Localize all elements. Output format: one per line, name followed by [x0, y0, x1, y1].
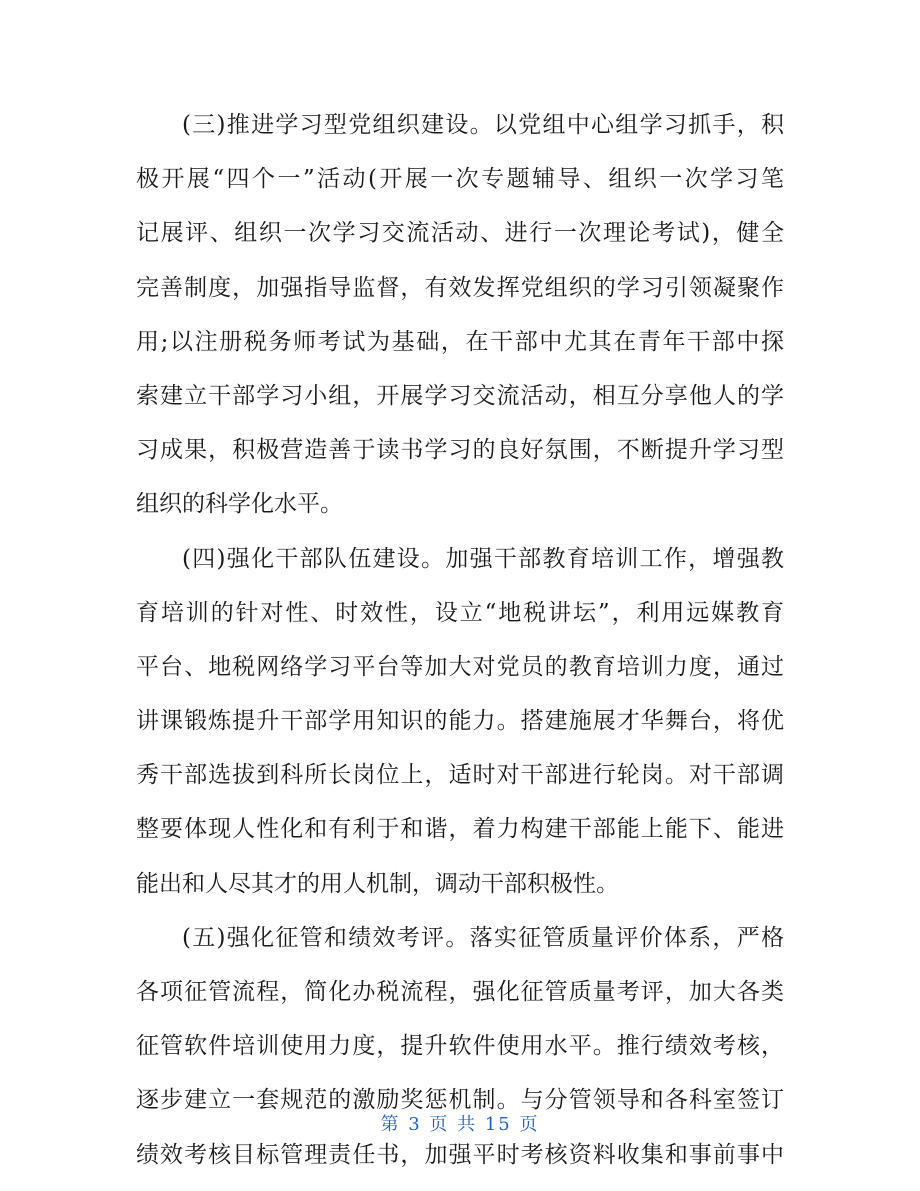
- paragraph-5-line-2: 各项征管流程，简化办税流程，强化征管质量考评，加大各类: [136, 979, 784, 1005]
- paragraph-3-line-2: 极开展“四个一”活动(开展一次专题辅导、组织一次学习笔: [136, 166, 784, 193]
- paragraph-4-line-7: 能出和人尽其才的用人机制，调动干部积极性。: [136, 870, 619, 897]
- paragraph-5-line-5: 绩效考核目标管理责任书，加强平时考核资料收集和事前事中: [136, 1141, 784, 1168]
- paragraph-4-line-6: 整要体现人性化和有利于和谐，着力构建干部能上能下、能进: [136, 816, 784, 843]
- paragraph-3-line-3: 记展评、组织一次学习交流活动、进行一次理论考试)，健全: [136, 220, 784, 247]
- paragraph-3-line-1: (三)推进学习型党组织建设。以党组中心组学习抓手，积: [182, 112, 784, 138]
- paragraph-4-line-2: 育培训的针对性、时效性，设立“地税讲坛”，利用远媒教育: [136, 599, 784, 626]
- paragraph-3-line-4: 完善制度，加强指导监督，有效发挥党组织的学习引领凝聚作: [136, 274, 784, 301]
- paragraph-3-line-8: 组织的科学化水平。: [136, 491, 343, 518]
- paragraph-3-line-5: 用;以注册税务师考试为基础，在干部中尤其在青年干部中探: [136, 328, 784, 355]
- paragraph-4-line-1: (四)强化干部队伍建设。加强干部教育培训工作，增强教: [182, 545, 784, 572]
- paragraph-3-line-7: 习成果，积极营造善于读书学习的良好氛围，不断提升学习型: [136, 437, 784, 464]
- paragraph-3-line-6: 索建立干部学习小组，开展学习交流活动，相互分享他人的学: [136, 382, 784, 409]
- paragraph-4-line-3: 平台、地税网络学习平台等加大对党员的教育培训力度，通过: [136, 653, 784, 680]
- paragraph-4-line-5: 秀干部选拔到科所长岗位上，适时对干部进行轮岗。对干部调: [136, 762, 784, 789]
- paragraph-5-line-4: 逐步建立一套规范的激励奖惩机制。与分管领导和各科室签订: [136, 1087, 784, 1114]
- paragraph-4-line-4: 讲课锻炼提升干部学用知识的能力。搭建施展才华舞台，将优: [136, 708, 784, 735]
- page-number-footer: 第 3 页 共 15 页: [380, 1114, 540, 1135]
- paragraph-5-line-1: (五)强化征管和绩效考评。落实征管质量评价体系，严格: [182, 924, 784, 951]
- paragraph-5-line-3: 征管软件培训使用力度，提升软件使用水平。推行绩效考核，: [136, 1033, 784, 1060]
- document-body: [136, 104, 784, 1188]
